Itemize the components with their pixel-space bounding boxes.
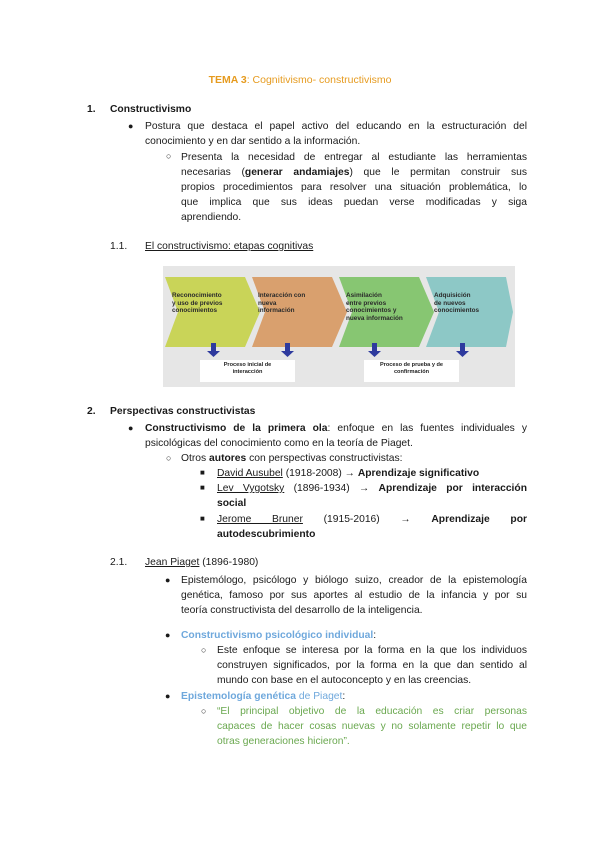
- psico-heading: Constructivismo psicológico individual:: [181, 630, 377, 641]
- psico-line1: Este enfoque se interesa por la forma en la que los individuos: [217, 645, 527, 656]
- s2-others-line: Otros autores con perspectivas constructivistas:: [181, 453, 403, 464]
- section-1-1-number: 1.1.: [110, 241, 128, 252]
- piaget-bio-line1: Epistemólogo, psicólogo y biólogo suizo, creador de la epistemología: [181, 575, 527, 586]
- stage-3-label: Asimilación entre previos conocimientos y nueva información: [346, 292, 403, 322]
- cognitive-stages-diagram: [163, 266, 515, 387]
- down-arrow-icon: [460, 343, 465, 351]
- piaget-bio-line2: genética, famoso por sus aportes al estudio de la infancia y por su: [181, 590, 527, 601]
- page-title: TEMA 3: Cognitivismo- constructivismo: [208, 74, 392, 86]
- circle-bullet-icon: ○: [166, 453, 172, 463]
- author-ausubel: David Ausubel (1918-2008) → Aprendizaje significativo: [217, 468, 480, 479]
- epis-heading: Epistemología genética de Piaget:: [181, 691, 346, 702]
- author-vygotsky-cont: social: [217, 498, 247, 509]
- process-box-initial: Proceso inicial de interacción: [200, 360, 295, 382]
- stage-4-label: Adquisición de nuevos conocimientos: [434, 292, 480, 315]
- bullet-icon: ●: [128, 121, 134, 131]
- bullet-icon: ●: [165, 691, 171, 701]
- s1-sub-line2: necesarias (generar andamiajes) que le permitan construir sus: [181, 167, 527, 178]
- author-bruner: Jerome Bruner (1915-2016) → Aprendizaje por: [217, 514, 527, 525]
- square-bullet-icon: ■: [200, 483, 205, 492]
- quote-line1: “El principal objetivo de la educación es criar personas: [217, 706, 527, 717]
- section-1-heading: Constructivismo: [110, 104, 192, 115]
- stage-1-label: Reconocimiento y uso de previos conocimientos: [172, 292, 223, 315]
- circle-bullet-icon: ○: [201, 706, 207, 716]
- bullet-icon: ●: [128, 423, 134, 433]
- square-bullet-icon: ■: [200, 514, 205, 523]
- s2-wave-line2: psicológicas del conocimiento como en la teoría de Piaget.: [145, 438, 413, 449]
- down-arrow-icon: [285, 343, 290, 351]
- section-1-number: 1.: [87, 104, 96, 115]
- s1-sub-line5: aprendiendo.: [181, 212, 242, 223]
- circle-bullet-icon: ○: [166, 151, 172, 161]
- piaget-bio-line3: teoría constructivista del desarrollo de la inteligencia.: [181, 605, 423, 616]
- psico-line3: mundo con base en el autoconcepto y en las creencias.: [217, 675, 472, 686]
- circle-bullet-icon: ○: [201, 645, 207, 655]
- s1-bullet-line2: conocimiento y en dar sentido a la información.: [145, 136, 361, 147]
- s2-wave-line1: Constructivismo de la primera ola: enfoque en las fuentes individuales y: [145, 423, 527, 434]
- bullet-icon: ●: [165, 575, 171, 585]
- down-arrow-icon: [372, 343, 377, 351]
- author-bruner-cont: autodescubrimiento: [217, 529, 316, 540]
- s1-sub-line1: Presenta la necesidad de entregar al estudiante las herramientas: [181, 152, 527, 163]
- down-arrow-icon: [211, 343, 216, 351]
- s1-sub-line4: que implica que sus ideas puedan verse modificadas y siga: [181, 197, 527, 208]
- process-box-confirmation: Proceso de prueba y de confirmación: [364, 360, 459, 382]
- square-bullet-icon: ■: [200, 468, 205, 477]
- s1-bullet-line1: Postura que destaca el papel activo del educando en la estructuración del: [145, 121, 527, 132]
- bullet-icon: ●: [165, 630, 171, 640]
- section-2-number: 2.: [87, 406, 96, 417]
- author-vygotsky: Lev Vygotsky (1896-1934) → Aprendizaje por interacción: [217, 483, 528, 494]
- quote-line2: capaces de hacer cosas nuevas y no solamente repetir lo que: [217, 721, 527, 732]
- section-2-1-number: 2.1.: [110, 557, 128, 568]
- section-2-1-heading: Jean Piaget (1896-1980): [145, 557, 259, 568]
- quote-line3: otras generaciones hicieron”.: [217, 736, 350, 747]
- section-1-1-heading: El constructivismo: etapas cognitivas: [145, 241, 314, 252]
- psico-line2: construyen significados, por la forma en la que dan sentido al: [217, 660, 527, 671]
- stage-2-label: Interacción con nueva información: [258, 292, 306, 315]
- section-2-heading: Perspectivas constructivistas: [110, 406, 256, 417]
- s1-sub-line3: propios procedimientos para resolver una situación problemática, lo: [181, 182, 527, 193]
